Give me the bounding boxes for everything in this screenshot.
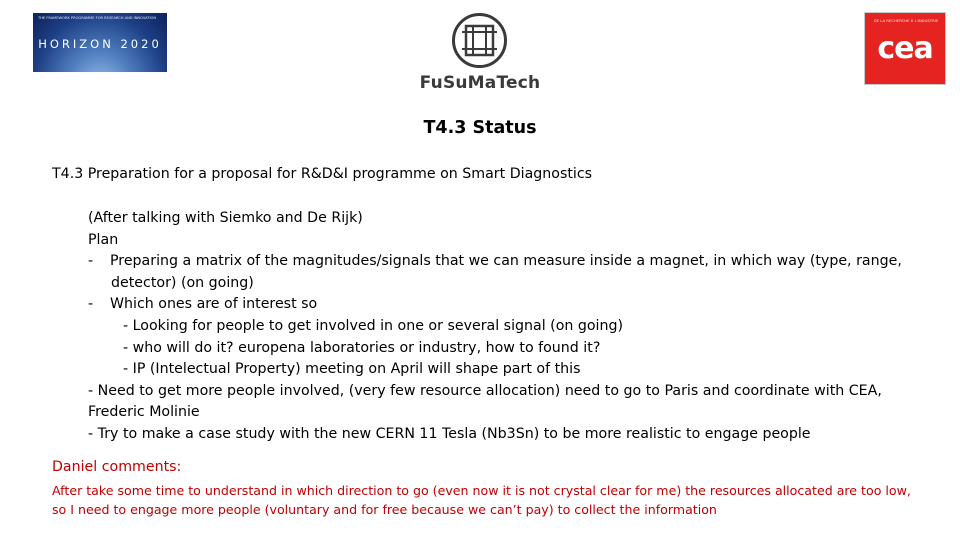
plan-subitem: - who will do it? europena laboratories or industry, how to found it? xyxy=(123,339,601,356)
plan-heading: Plan xyxy=(88,231,119,248)
plan-item-continuation: detector) (on going) xyxy=(111,274,254,291)
try-line: - Try to make a case study with the new CERN 11 Tesla (Nb3Sn) to be more realistic to engage people xyxy=(88,425,811,442)
plan-subitem: - Looking for people to get involved in one or several signal (on going) xyxy=(123,317,624,334)
dash-bullet: - xyxy=(88,296,94,313)
cea-wordmark: cea xyxy=(877,31,933,66)
status-body xyxy=(88,208,928,446)
horizon-2020-logo xyxy=(33,13,167,72)
horizon-fine-print: THE FRAMEWORK PROGRAMME FOR RESEARCH AND INNOVATION xyxy=(38,16,157,20)
need-line-continuation: Frederic Molinie xyxy=(88,404,200,421)
fusumatech-icon xyxy=(451,12,508,69)
cea-fine-print: DE LA RECHERCHE À L'INDUSTRIE xyxy=(873,18,939,23)
need-line: - Need to get more people involved, (very few resource allocation) need to go to Paris and coordinate with CEA, xyxy=(88,382,882,399)
plan-item-text: Which ones are of interest so xyxy=(110,296,318,313)
plan-item xyxy=(88,251,928,273)
cea-logo xyxy=(864,12,946,85)
comments-text: After take some time to understand in which direction to go (even now it is not crystal clear for me) the resources allocated are too low, so I need to engage more people (voluntary and for free because we can’t pay) to collect the information xyxy=(52,483,911,517)
fusumatech-wordmark: FuSuMaTech xyxy=(419,73,541,93)
plan-item-text: Preparing a matrix of the magnitudes/signals that we can measure inside a magnet, in which way (type, range, xyxy=(110,253,902,270)
intro-line: (After talking with Siemko and De Rijk) xyxy=(88,210,363,226)
page-subtitle: T4.3 Preparation for a proposal for R&D&I programme on Smart Diagnostics xyxy=(52,166,593,182)
dash-bullet: - xyxy=(88,253,94,270)
horizon-wordmark: HORIZON 2020 xyxy=(38,37,162,51)
comments-label: Daniel comments: xyxy=(52,459,182,475)
plan-subitem: - IP (Intelectual Property) meeting on April will shape part of this xyxy=(123,361,581,378)
page-title: T4.3 Status xyxy=(423,118,537,138)
plan-item xyxy=(88,294,928,316)
